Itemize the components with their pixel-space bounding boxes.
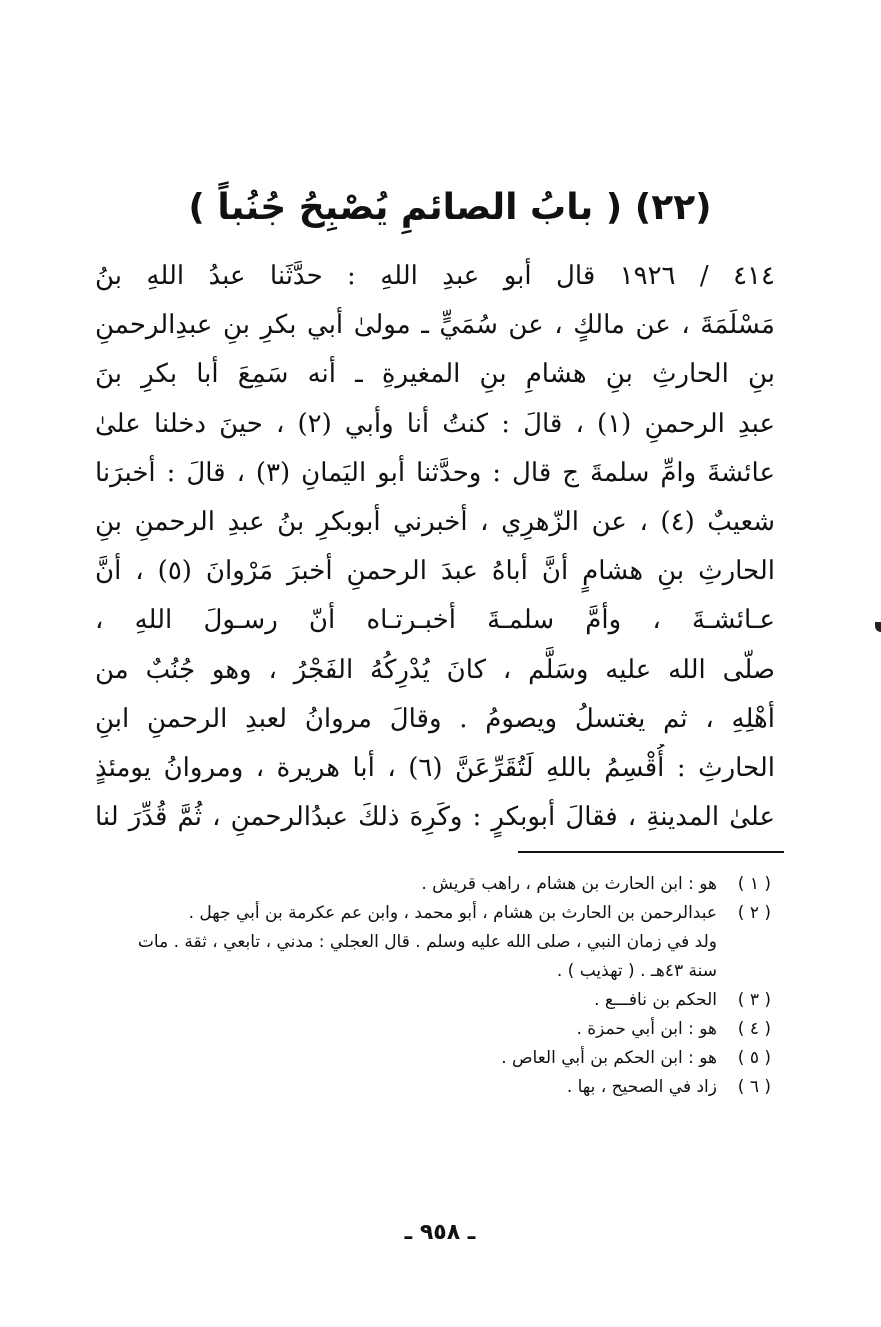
footnote xyxy=(71,1015,771,1044)
footnotes xyxy=(71,870,771,1102)
text-line: عـائشـةَ ، وأمَّ سلمـةَ أخبـرتـاه أنّ رسـولَ اللهِ ، xyxy=(95,605,775,636)
text-line: ٤١٤ / ١٩٢٦ قال أبو عبدِ اللهِ : حدَّثَنا عبدُ اللهِ بنُ xyxy=(95,261,775,291)
footnote xyxy=(71,986,771,1015)
footnote-text xyxy=(71,1073,725,1102)
footnote-text xyxy=(71,986,725,1015)
footnote-line: عبدالرحمن بن الحارث بن هشام ، أبو محمد ، وابن عم عكرمة بن أبي جهل . xyxy=(188,903,717,923)
footnote-marker: ( ٥ ) xyxy=(737,1048,771,1068)
footnote-divider xyxy=(518,851,784,853)
footnote-marker: ( ٦ ) xyxy=(737,1077,771,1097)
text-line: صلّى الله عليه وسَلَّم ، كانَ يُدْرِكُهُ الفَجْرُ ، وهو جُنُبٌ من xyxy=(95,654,775,685)
text-line: الحارثِ بنِ هشامٍ أنَّ أباهُ عبدَ الرحمنِ أخبرَ مَرْوانَ (٥) ، أنَّ xyxy=(95,556,775,587)
footnote-marker: ( ٣ ) xyxy=(737,990,771,1010)
chapter-title: (٢٢) ( بابُ الصائمِ يُصْبِحُ جُنُباً ) xyxy=(188,187,712,228)
footnote-text xyxy=(71,899,725,986)
footnote xyxy=(71,870,771,899)
footnote-text xyxy=(71,1044,725,1073)
footnote xyxy=(71,1044,771,1073)
footnote-line: هو : ابن الحكم بن أبي العاص . xyxy=(501,1048,717,1068)
footnote xyxy=(71,1073,771,1102)
footnote-line: زاد في الصحيح ، بها . xyxy=(566,1077,717,1097)
text-line: علىٰ المدينةِ ، فقالَ أبوبكرٍ : وكَرِهَ ذلكَ عبدُالرحمنِ ، ثُمَّ قُدِّرَ لنا xyxy=(95,802,775,833)
footnote-line: هو : ابن الحارث بن هشام ، راهب قريش . xyxy=(421,874,717,894)
text-line: الحارثِ : أُقْسِمُ باللهِ لَتُقَرِّعَنَّ (٦) ، أبا هريرة ، ومروانُ يومئذٍ xyxy=(95,752,775,783)
page-number: ـ ٩٥٨ ـ xyxy=(404,1220,476,1245)
footnote-text xyxy=(71,870,725,899)
text-line: عائشةَ وامِّ سلمةَ ج قال : وحدَّثنا أبو اليَمانِ (٣) ، قالَ : أخبرَنا xyxy=(95,457,775,488)
text-line: شعيبٌ (٤) ، عن الزّهرِي ، أخبرني أبوبكرِ بنُ عبدِ الرحمنِ بنِ xyxy=(95,506,775,537)
footnote-marker: ( ٢ ) xyxy=(737,903,771,923)
footnote-text xyxy=(71,1015,725,1044)
text-line: أهْلِهِ ، ثم يغتسلُ ويصومُ . وقالَ مروانُ لعبدِ الرحمنِ ابنِ xyxy=(95,703,775,734)
text-line: بنِ الحارثِ بنِ هشامِ بنِ المغيرةِ ـ أنه سَمِعَ أبا بكرِ بنَ xyxy=(95,359,775,390)
footnote-marker: ( ١ ) xyxy=(737,874,771,894)
hadith-text xyxy=(95,252,775,842)
footnote-line: ولد في زمان النبي ، صلى الله عليه وسلم . قال العجلي : مدني ، تابعي ، ثقة . مات xyxy=(137,932,717,952)
footnote-line: الحكم بن نافـــع . xyxy=(594,990,717,1010)
text-line: عبدِ الرحمنِ (١) ، قالَ : كنتُ أنا وأبي (٢) ، حينَ دخلنا علىٰ xyxy=(95,408,775,439)
footnote-line: سنة ٤٣هـ . ( تهذيب ) . xyxy=(556,961,717,981)
footnote-marker: ( ٤ ) xyxy=(737,1019,771,1039)
footnote xyxy=(71,899,771,986)
text-line: مَسْلَمَةَ ، عن مالكٍ ، عن سُمَيٍّ ـ مولىٰ أبي بكرِ بنِ عبدِالرحمنِ xyxy=(95,310,775,341)
margin-ink-mark xyxy=(875,622,881,632)
footnote-line: هو : ابن أبي حمزة . xyxy=(576,1019,717,1039)
